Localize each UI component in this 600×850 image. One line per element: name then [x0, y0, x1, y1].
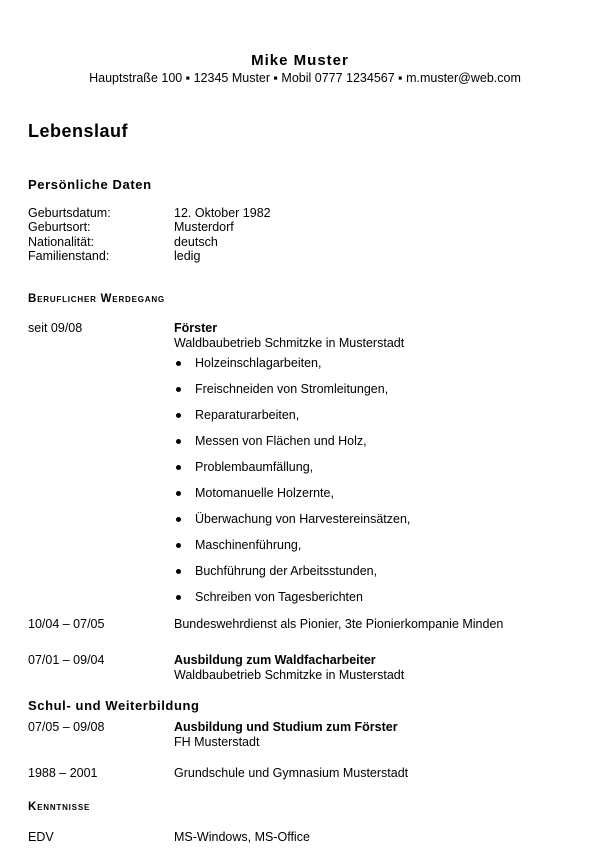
section-heading-skills: Kenntnisse — [28, 801, 91, 813]
personal-value: Musterdorf — [174, 220, 234, 234]
section-heading-career: Beruflicher Werdegang — [28, 293, 165, 305]
task-item: Reparaturarbeiten, — [174, 407, 410, 433]
task-item: Überwachung von Harvestereinsätzen, — [174, 511, 410, 537]
bullet-icon — [176, 361, 181, 366]
personal-row — [0, 249, 600, 264]
career-detail: Waldbaubetrieb Schmitzke in Musterstadt — [174, 336, 405, 350]
bullet-icon — [176, 413, 181, 418]
bullet-icon — [176, 465, 181, 470]
bullet-icon — [176, 517, 181, 522]
personal-value: deutsch — [174, 235, 218, 249]
skill-value: MS-Windows, MS-Office — [174, 830, 310, 844]
personal-row — [0, 206, 600, 221]
contact-line: Hauptstraße 100 ▪ 12345 Muster ▪ Mobil 0777 1234567 ▪ m.muster@web.com — [89, 71, 521, 85]
section-heading-personal: Persönliche Daten — [28, 177, 152, 192]
personal-label: Familienstand: — [28, 249, 110, 263]
bullet-icon — [176, 569, 181, 574]
task-list — [174, 355, 410, 615]
skill-label: EDV — [28, 830, 54, 844]
task-item: Holzeinschlagarbeiten, — [174, 355, 410, 381]
task-item: Problembaumfällung, — [174, 459, 410, 485]
education-date: 07/05 – 09/08 — [28, 720, 105, 734]
task-item: Buchführung der Arbeitsstunden, — [174, 563, 410, 589]
bullet-icon — [176, 543, 181, 548]
personal-row — [0, 235, 600, 250]
task-item: Maschinenführung, — [174, 537, 410, 563]
personal-value: ledig — [174, 249, 201, 263]
task-item: Schreiben von Tagesberichten — [174, 589, 410, 615]
personal-label: Geburtsort: — [28, 220, 91, 234]
career-title: Förster — [174, 321, 218, 335]
career-detail: Waldbaubetrieb Schmitzke in Musterstadt — [174, 668, 405, 682]
applicant-name: Mike Muster — [251, 52, 349, 69]
bullet-icon — [176, 387, 181, 392]
personal-value: 12. Oktober 1982 — [174, 206, 271, 220]
career-date: 10/04 – 07/05 — [28, 617, 105, 631]
bullet-icon — [176, 595, 181, 600]
bullet-icon — [176, 439, 181, 444]
document-title: Lebenslauf — [28, 121, 129, 141]
education-date: 1988 – 2001 — [28, 766, 98, 780]
career-title: Bundeswehrdienst als Pionier, 3te Pionierkompanie Minden — [174, 617, 504, 631]
career-date: seit 09/08 — [28, 321, 83, 335]
personal-label: Nationalität: — [28, 235, 95, 249]
task-item: Freischneiden von Stromleitungen, — [174, 381, 410, 407]
education-detail: FH Musterstadt — [174, 735, 260, 749]
education-title: Grundschule und Gymnasium Musterstadt — [174, 766, 409, 780]
task-item: Motomanuelle Holzernte, — [174, 485, 410, 511]
task-item: Messen von Flächen und Holz, — [174, 433, 410, 459]
career-title: Ausbildung zum Waldfacharbeiter — [174, 653, 376, 667]
career-date: 07/01 – 09/04 — [28, 653, 105, 667]
personal-label: Geburtsdatum: — [28, 206, 111, 220]
education-title: Ausbildung und Studium zum Förster — [174, 720, 398, 734]
section-heading-education: Schul- und Weiterbildung — [28, 698, 200, 713]
bullet-icon — [176, 491, 181, 496]
personal-row — [0, 220, 600, 235]
